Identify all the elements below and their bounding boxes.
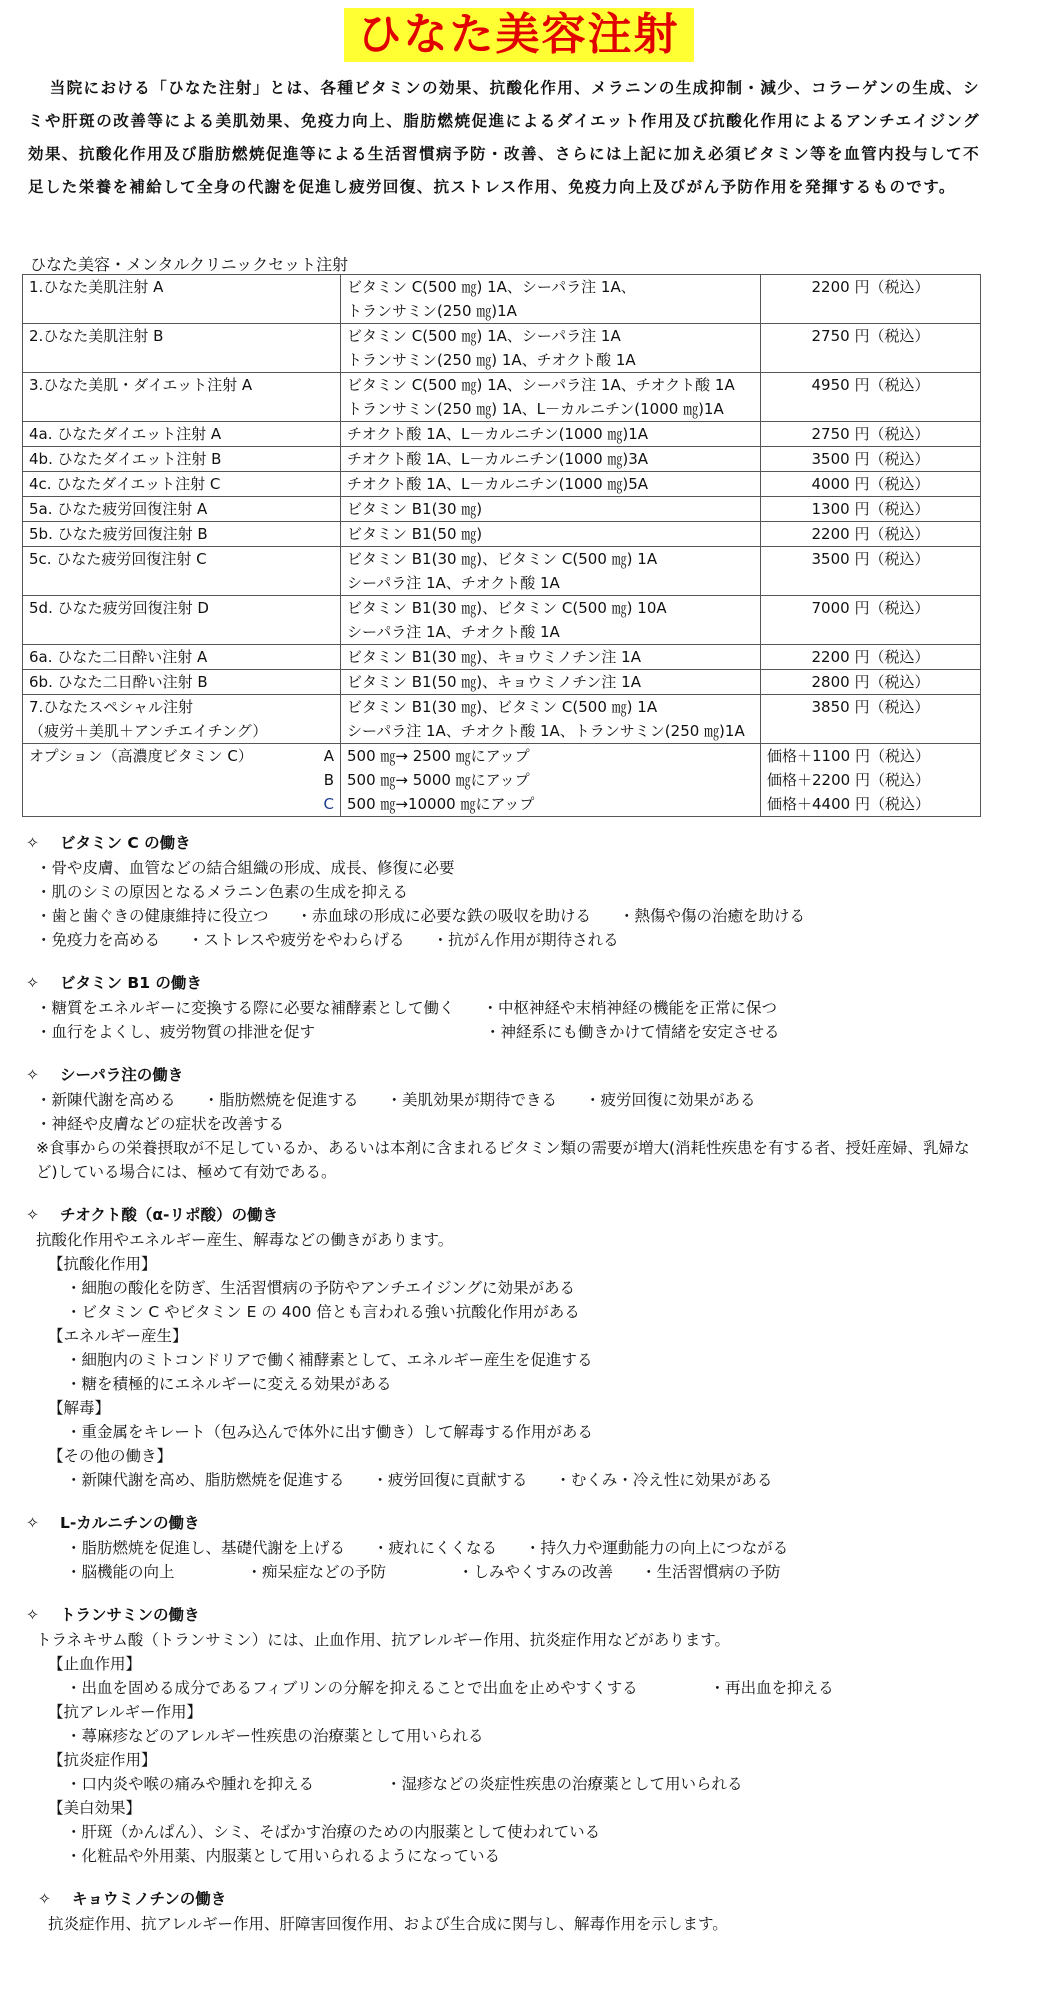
list-item: ・重金属をキレート（包み込んで体外に出す働き）して解毒する作用がある bbox=[66, 1423, 593, 1441]
price-cell: 2750 円（税込） bbox=[761, 324, 981, 373]
injection-name-cell: 4b. ひなたダイエット注射 B bbox=[23, 447, 341, 472]
table-row bbox=[23, 547, 981, 596]
subheading: 【抗炎症作用】 bbox=[48, 1751, 157, 1769]
intro-paragraph: 当院における「ひなた注射」とは、各種ビタミンの効果、抗酸化作用、メラニンの生成抑制・減少、コラーゲンの生成、シミや肝斑の改善等による美肌効果、免疫力向上、脂肪燃焼促進によるダイエット作用及び抗酸化作用によるアンチエイジング効果、抗酸化作用及び脂肪燃焼促進等による生活習慣病予防・改善、さらには上記に加え必須ビタミン等を血管内投与して不足した栄養を補給して全身の代謝を促進し疲労回復、抗ストレス作用、免疫力向上及びがん予防作用を発揮するものです。 bbox=[28, 79, 980, 196]
subheading: 【その他の働き】 bbox=[48, 1447, 173, 1465]
diamond-bullet-icon: ✧ bbox=[26, 1206, 39, 1224]
section-intro: 抗酸化作用やエネルギー産生、解毒などの働きがあります。 bbox=[36, 1231, 454, 1249]
subheading: 【解毒】 bbox=[48, 1399, 111, 1417]
subheading: 【止血作用】 bbox=[48, 1655, 142, 1673]
injection-name-cell: 3.ひなた美肌・ダイエット注射 A bbox=[23, 373, 341, 422]
ingredients-cell bbox=[341, 497, 761, 522]
section-heading: ✧ シーパラ注の働き bbox=[26, 1062, 986, 1088]
option-content-line: 500 ㎎→10000 ㎎にアップ bbox=[347, 795, 535, 813]
ingredient-line: ビタミン C(500 ㎎) 1A、シーパラ注 1A bbox=[347, 327, 621, 345]
option-letter: B bbox=[323, 771, 334, 789]
injection-name-cell: 4a. ひなたダイエット注射 A bbox=[23, 422, 341, 447]
list-item: ・脂肪燃焼を促進し、基礎代謝を上げる ・疲れにくくなる ・持久力や運動能力の向上につながる bbox=[66, 1539, 789, 1557]
table-row bbox=[23, 695, 981, 744]
section-vitamin-b1 bbox=[26, 970, 986, 1044]
section-l-carnitine bbox=[26, 1510, 986, 1584]
injection-name-cell: 6a. ひなた二日酔い注射 A bbox=[23, 645, 341, 670]
diamond-bullet-icon: ✧ bbox=[26, 1514, 39, 1532]
ingredient-line: シーパラ注 1A、チオクト酸 1A bbox=[347, 574, 560, 592]
table-row bbox=[23, 447, 981, 472]
ingredients-cell bbox=[341, 547, 761, 596]
ingredients-cell bbox=[341, 670, 761, 695]
option-contents-cell bbox=[341, 744, 761, 817]
section-thioctic-acid bbox=[26, 1202, 986, 1492]
table-row bbox=[23, 275, 981, 324]
ingredient-line: ビタミン B1(50 ㎎)、キョウミノチン注 1A bbox=[347, 673, 641, 691]
list-item: ・化粧品や外用薬、内服薬として用いられるようになっている bbox=[66, 1847, 501, 1865]
table-row bbox=[23, 670, 981, 695]
list-item: ・骨や皮膚、血管などの結合組織の形成、成長、修復に必要 bbox=[36, 859, 455, 877]
price-table bbox=[22, 274, 981, 817]
sections bbox=[26, 830, 986, 1954]
option-price-line: 価格＋4400 円（税込） bbox=[767, 795, 930, 813]
option-content-line: 500 ㎎→ 5000 ㎎にアップ bbox=[347, 771, 530, 789]
subheading: 【エネルギー産生】 bbox=[48, 1327, 188, 1345]
table-row bbox=[23, 373, 981, 422]
ingredients-cell bbox=[341, 422, 761, 447]
ingredient-line: トランサミン(250 ㎎)1A bbox=[347, 302, 517, 320]
ingredient-line: シーパラ注 1A、チオクト酸 1A、トランサミン(250 ㎎)1A bbox=[347, 722, 745, 740]
table-row bbox=[23, 596, 981, 645]
ingredient-line: チオクト酸 1A、L－カルニチン(1000 ㎎)1A bbox=[347, 425, 649, 443]
ingredient-line: チオクト酸 1A、L－カルニチン(1000 ㎎)3A bbox=[347, 450, 649, 468]
section-kyominochin bbox=[26, 1886, 986, 1936]
option-letter: A bbox=[323, 747, 334, 765]
section-heading: ✧ チオクト酸（α-リポ酸）の働き bbox=[26, 1202, 986, 1228]
price-cell: 2200 円（税込） bbox=[761, 275, 981, 324]
price-cell: 2200 円（税込） bbox=[761, 645, 981, 670]
ingredient-line: チオクト酸 1A、L－カルニチン(1000 ㎎)5A bbox=[347, 475, 649, 493]
price-cell: 2800 円（税込） bbox=[761, 670, 981, 695]
ingredients-cell bbox=[341, 324, 761, 373]
diamond-bullet-icon: ✧ bbox=[26, 974, 39, 992]
option-price-line: 価格＋2200 円（税込） bbox=[767, 771, 930, 789]
ingredient-line: ビタミン B1(30 ㎎)、ビタミン C(500 ㎎) 10A bbox=[347, 599, 667, 617]
list-item: ・糖を積極的にエネルギーに変える効果がある bbox=[66, 1375, 392, 1393]
ingredient-line: シーパラ注 1A、チオクト酸 1A bbox=[347, 623, 560, 641]
price-cell: 1300 円（税込） bbox=[761, 497, 981, 522]
list-item: ・出血を固める成分であるフィブリンの分解を抑えることで出血を止めやすくする ・再出血を抑える bbox=[66, 1679, 834, 1697]
price-cell: 4000 円（税込） bbox=[761, 472, 981, 497]
subheading: 【美白効果】 bbox=[48, 1799, 142, 1817]
option-price-line: 価格＋1100 円（税込） bbox=[767, 747, 930, 765]
diamond-bullet-icon: ✧ bbox=[26, 834, 39, 852]
section-intro: 抗炎症作用、抗アレルギー作用、肝障害回復作用、および生合成に関与し、解毒作用を示します。 bbox=[48, 1915, 728, 1933]
section-heading: ✧ L-カルニチンの働き bbox=[26, 1510, 986, 1536]
list-item: ・免疫力を高める ・ストレスや疲労をやわらげる ・抗がん作用が期待される bbox=[36, 931, 619, 949]
ingredient-line: トランサミン(250 ㎎) 1A、L－カルニチン(1000 ㎎)1A bbox=[347, 400, 724, 418]
section-vitamin-c bbox=[26, 830, 986, 952]
option-label-cell bbox=[23, 744, 341, 817]
ingredient-line: ビタミン B1(30 ㎎)、ビタミン C(500 ㎎) 1A bbox=[347, 698, 658, 716]
section-heading: ✧ トランサミンの働き bbox=[26, 1602, 986, 1628]
list-item: ・神経や皮膚などの症状を改善する bbox=[36, 1115, 285, 1133]
price-cell: 7000 円（税込） bbox=[761, 596, 981, 645]
price-cell: 4950 円（税込） bbox=[761, 373, 981, 422]
injection-name-cell: 1.ひなた美肌注射 A bbox=[23, 275, 341, 324]
ingredients-cell bbox=[341, 472, 761, 497]
list-item: ・ビタミン C やビタミン E の 400 倍とも言われる強い抗酸化作用がある bbox=[66, 1303, 580, 1321]
section-ceepara bbox=[26, 1062, 986, 1184]
ingredient-line: トランサミン(250 ㎎) 1A、チオクト酸 1A bbox=[347, 351, 636, 369]
injection-name-cell: 4c. ひなたダイエット注射 C bbox=[23, 472, 341, 497]
section-heading: ✧ ビタミン B1 の働き bbox=[26, 970, 986, 996]
diamond-bullet-icon: ✧ bbox=[26, 1066, 39, 1084]
table-title: ひなた美容・メンタルクリニックセット注射 bbox=[30, 255, 349, 274]
ingredients-cell bbox=[341, 275, 761, 324]
injection-name-cell: 5a. ひなた疲労回復注射 A bbox=[23, 497, 341, 522]
option-content-line: 500 ㎎→ 2500 ㎎にアップ bbox=[347, 747, 530, 765]
table-row bbox=[23, 497, 981, 522]
ingredient-line: ビタミン B1(30 ㎎)、キョウミノチン注 1A bbox=[347, 648, 641, 666]
table-row bbox=[23, 422, 981, 447]
price-cell: 3850 円（税込） bbox=[761, 695, 981, 744]
ingredient-line: ビタミン B1(30 ㎎)、ビタミン C(500 ㎎) 1A bbox=[347, 550, 658, 568]
subheading: 【抗アレルギー作用】 bbox=[48, 1703, 202, 1721]
ingredients-cell bbox=[341, 522, 761, 547]
price-cell: 3500 円（税込） bbox=[761, 547, 981, 596]
list-item: ・歯と歯ぐきの健康維持に役立つ ・赤血球の形成に必要な鉄の吸収を助ける ・熱傷や傷の治癒を助ける bbox=[36, 907, 806, 925]
list-item: ・新陳代謝を高め、脂肪燃焼を促進する ・疲労回復に貢献する ・むくみ・冷え性に効果がある bbox=[66, 1471, 773, 1489]
table-row bbox=[23, 522, 981, 547]
list-item: ・糖質をエネルギーに変換する際に必要な補酵素として働く ・中枢神経や末梢神経の機能を正常に保つ bbox=[36, 999, 778, 1017]
list-item: ・細胞内のミトコンドリアで働く補酵素として、エネルギー産生を促進する bbox=[66, 1351, 593, 1369]
list-item: ・新陳代謝を高める ・脂肪燃焼を促進する ・美肌効果が期待できる ・疲労回復に効果がある bbox=[36, 1091, 756, 1109]
option-label: オプション（高濃度ビタミン C） bbox=[29, 747, 253, 765]
injection-name-cell: 2.ひなた美肌注射 B bbox=[23, 324, 341, 373]
section-transamin bbox=[26, 1602, 986, 1868]
ingredient-line: ビタミン C(500 ㎎) 1A、シーパラ注 1A、 bbox=[347, 278, 636, 296]
price-cell: 3500 円（税込） bbox=[761, 447, 981, 472]
option-prices-cell bbox=[761, 744, 981, 817]
injection-name-cell: 5d. ひなた疲労回復注射 D bbox=[23, 596, 341, 645]
ingredient-line: ビタミン B1(30 ㎎) bbox=[347, 500, 483, 518]
injection-name-cell: 5b. ひなた疲労回復注射 B bbox=[23, 522, 341, 547]
price-cell: 2200 円（税込） bbox=[761, 522, 981, 547]
injection-name-cell: 5c. ひなた疲労回復注射 C bbox=[23, 547, 341, 596]
section-heading: ✧ ビタミン C の働き bbox=[26, 830, 986, 856]
ingredients-cell bbox=[341, 373, 761, 422]
section-intro: トラネキサム酸（トランサミン）には、止血作用、抗アレルギー作用、抗炎症作用などがあります。 bbox=[36, 1631, 731, 1649]
option-row bbox=[23, 744, 981, 817]
ingredient-line: ビタミン B1(50 ㎎) bbox=[347, 525, 483, 543]
list-item: ・脳機能の向上 ・痴呆症などの予防 ・しみやくすみの改善 ・生活習慣病の予防 bbox=[66, 1563, 781, 1581]
subheading: 【抗酸化作用】 bbox=[48, 1255, 157, 1273]
ingredient-line: ビタミン C(500 ㎎) 1A、シーパラ注 1A、チオクト酸 1A bbox=[347, 376, 735, 394]
option-letter: C bbox=[323, 795, 334, 813]
page-title: ひなた美容注射 bbox=[344, 8, 694, 62]
table-row bbox=[23, 645, 981, 670]
list-item: ・肌のシミの原因となるメラニン色素の生成を抑える bbox=[36, 883, 409, 901]
ingredients-cell bbox=[341, 695, 761, 744]
table-row bbox=[23, 472, 981, 497]
list-item: ・口内炎や喉の痛みや腫れを抑える ・湿疹などの炎症性疾患の治療薬として用いられる bbox=[66, 1775, 743, 1793]
list-item: ・蕁麻疹などのアレルギー性疾患の治療薬として用いられる bbox=[66, 1727, 484, 1745]
ingredients-cell bbox=[341, 447, 761, 472]
diamond-bullet-icon: ✧ bbox=[38, 1890, 51, 1908]
ingredients-cell bbox=[341, 645, 761, 670]
list-item: ・血行をよくし、疲労物質の排泄を促す ・神経系にも働きかけて情緒を安定させる bbox=[36, 1023, 780, 1041]
table-row bbox=[23, 324, 981, 373]
injection-name-cell: 6b. ひなた二日酔い注射 B bbox=[23, 670, 341, 695]
ingredients-cell bbox=[341, 596, 761, 645]
price-cell: 2750 円（税込） bbox=[761, 422, 981, 447]
list-item: ・細胞の酸化を防ぎ、生活習慣病の予防やアンチエイジングに効果がある bbox=[66, 1279, 575, 1297]
diamond-bullet-icon: ✧ bbox=[26, 1606, 39, 1624]
list-item: ・肝斑（かんぱん）、シミ、そばかす治療のための内服薬として使われている bbox=[66, 1823, 601, 1841]
note: ※食事からの栄養摂取が不足しているか、あるいは本剤に含まれるビタミン類の需要が増大(消耗性疾患を有する者、授妊産婦、乳婦など)している場合には、極めて有効である。 bbox=[36, 1139, 970, 1181]
injection-name-cell: 7.ひなたスペシャル注射 （疲労＋美肌＋アンチエイチング） bbox=[23, 695, 341, 744]
section-heading: ✧ キョウミノチンの働き bbox=[38, 1886, 986, 1912]
